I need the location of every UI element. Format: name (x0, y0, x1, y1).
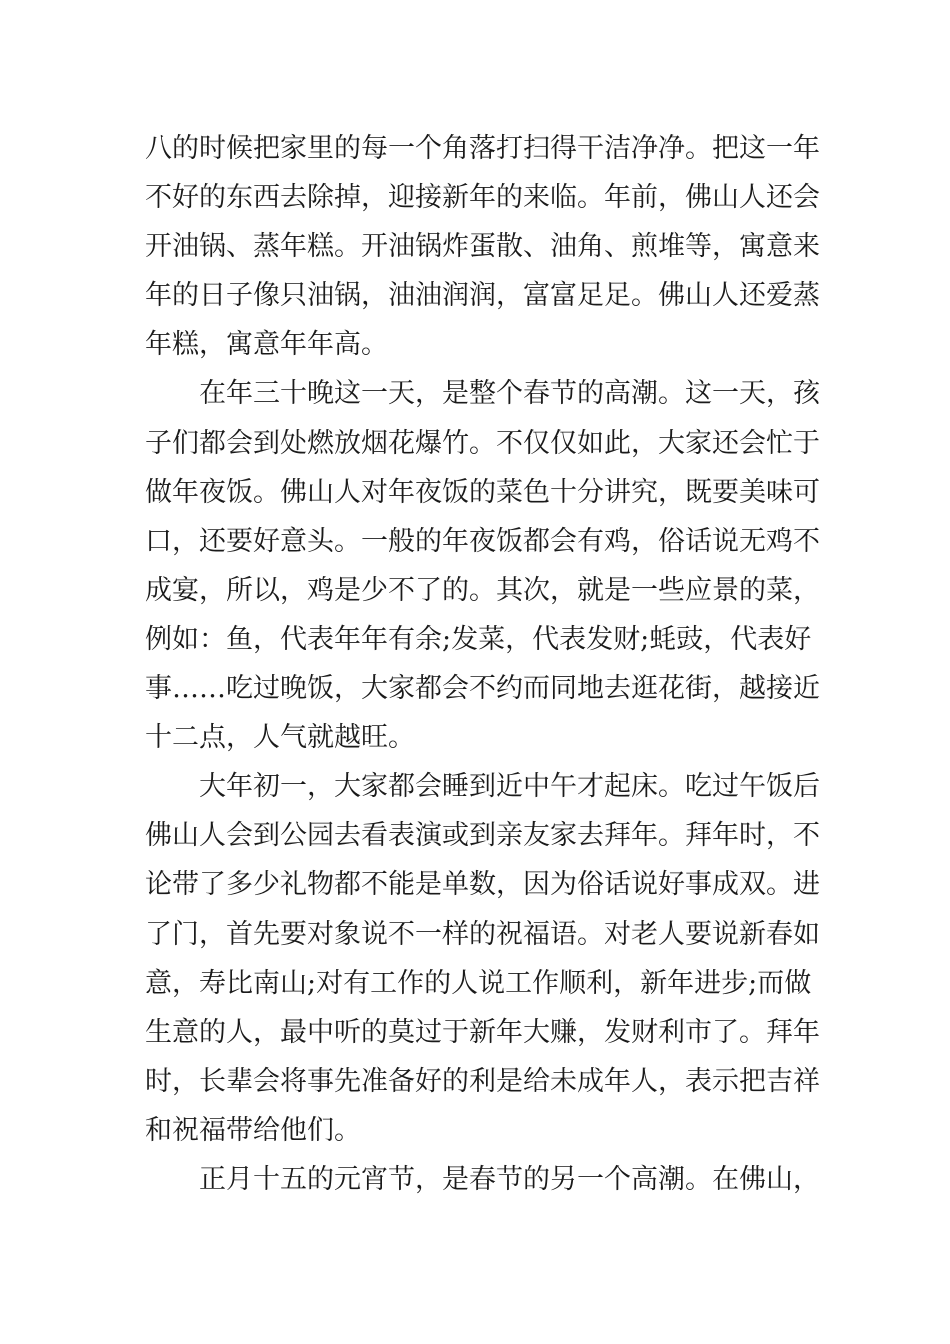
text-line: 在年三十晚这一天，是整个春节的高潮。这一天，孩 (199, 378, 820, 410)
text-line: 年糕，寓意年年高。 (145, 329, 388, 361)
text-line: 大年初一，大家都会睡到近中午才起床。吃过午饭后 (199, 771, 820, 803)
text-line: 不好的东西去除掉，迎接新年的来临。年前，佛山人还会 (145, 182, 820, 214)
text-line: 了门，首先要对象说不一样的祝福语。对老人要说新春如 (145, 918, 820, 950)
text-line: 年的日子像只油锅，油油润润，富富足足。佛山人还爱蒸 (145, 280, 820, 312)
text-line: 论带了多少礼物都不能是单数，因为俗话说好事成双。进 (145, 869, 820, 901)
paragraph (145, 369, 820, 762)
text-line: 开油锅、蒸年糕。开油锅炸蛋散、油角、煎堆等，寓意来 (145, 231, 820, 263)
text-line: 十二点，人气就越旺。 (145, 722, 415, 754)
text-line: 例如：鱼，代表年年有余;发菜，代表发财;蚝豉，代表好 (145, 623, 812, 655)
text-line: 佛山人会到公园去看表演或到亲友家去拜年。拜年时，不 (145, 820, 820, 852)
text-line: 口，还要好意头。一般的年夜饭都会有鸡，俗话说无鸡不 (145, 525, 820, 557)
text-line: 生意的人，最中听的莫过于新年大赚，发财利市了。拜年 (145, 1016, 820, 1048)
text-line: 时，长辈会将事先准备好的利是给未成年人，表示把吉祥 (145, 1065, 820, 1097)
paragraph (145, 1155, 820, 1204)
text-line: 正月十五的元宵节，是春节的另一个高潮。在佛山， (199, 1163, 820, 1195)
text-line: 做年夜饭。佛山人对年夜饭的菜色十分讲究，既要美味可 (145, 476, 820, 508)
text-line: 成宴，所以，鸡是少不了的。其次，就是一些应景的菜， (145, 574, 820, 606)
document-body (145, 124, 820, 1204)
text-line: 子们都会到处燃放烟花爆竹。不仅仅如此，大家还会忙于 (145, 427, 820, 459)
text-line: 意，寿比南山;对有工作的人说工作顺利，新年进步;而做 (145, 967, 812, 999)
text-line: 和祝福带给他们。 (145, 1114, 361, 1146)
paragraph (145, 124, 820, 369)
text-line: 八的时候把家里的每一个角落打扫得干洁净净。把这一年 (145, 133, 820, 164)
text-line: 事……吃过晚饭，大家都会不约而同地去逛花街，越接近 (145, 673, 820, 705)
paragraph (145, 762, 820, 1155)
